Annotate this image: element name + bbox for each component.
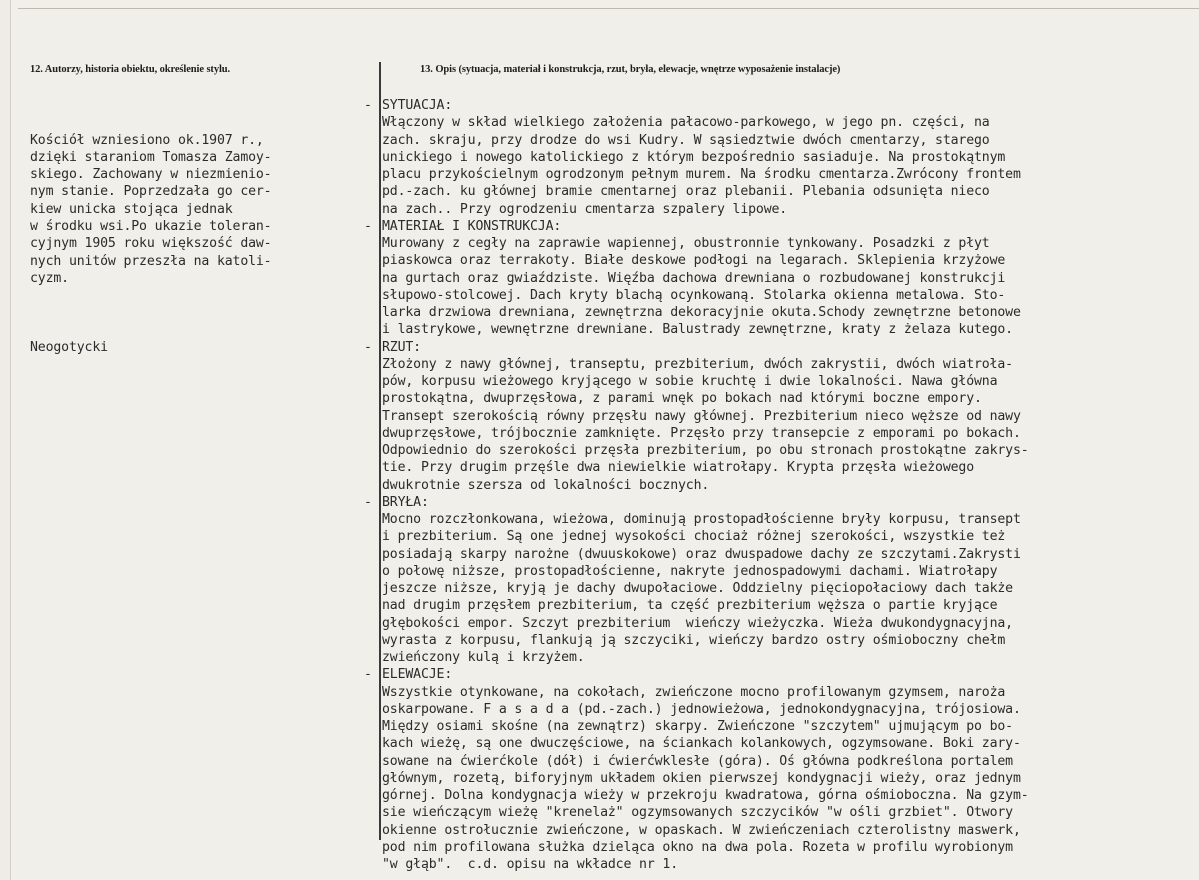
description-text: zwieńczony kulą i krzyżem. xyxy=(382,650,585,665)
description-text: okienne ostrołucznie zwieńczone, w opaskach. W zwieńczeniach czterolistny maswerk, xyxy=(382,822,1021,838)
description-text: pd.-zach. ku głównej bramie cmentarnej oraz plebanii. Plebania odsunięta nieco xyxy=(382,184,990,200)
description-line xyxy=(364,132,1199,149)
description-line xyxy=(364,822,1199,839)
description-text: głębokości empor. Szczyt prezbiterium wieńczy wieżyczka. Wieża dwukondygnacyjna, xyxy=(382,615,1013,631)
field-12-header: 12. Autorzy, historia obiektu, określenie stylu. xyxy=(30,64,231,75)
description-line xyxy=(364,649,1199,666)
description-line xyxy=(364,787,1199,804)
description-line xyxy=(364,856,1199,873)
description-text: dwukrotnie szersza od lokalności bocznych. xyxy=(382,477,710,493)
description-text: głównym, rozetą, biforyjnym układem okien pierwszej kondygnacji wieży, oraz jednym xyxy=(382,770,1021,786)
section-heading-line xyxy=(364,339,1199,356)
description-text: Złożony z nawy głównej, transeptu, prezbiterium, dwóch zakrystii, dwóch wiatroła- xyxy=(382,356,1013,372)
description-line xyxy=(364,356,1199,373)
field-13-header: 13. Opis (sytuacja, materiał i konstrukcja, rzut, bryła, elewacje, wnętrze wyposażenie instalacje) xyxy=(420,64,841,75)
history-line: nym stanie. Poprzedzała go cer- xyxy=(30,184,272,200)
description-line xyxy=(364,477,1199,494)
description-text: Włączony w skład wielkiego założenia pałacowo-parkowego, w jego pn. części, na xyxy=(382,115,990,131)
description-line xyxy=(364,287,1199,304)
history-text-block xyxy=(30,97,375,374)
section-heading-line xyxy=(364,97,1199,114)
section-dash: - xyxy=(364,667,372,683)
description-text: Mocno rozczłonkowana, wieżowa, dominują prostopadłościenne bryły korpusu, transept xyxy=(382,512,1021,527)
history-line: kiew unicka stojąca jednak xyxy=(30,201,233,217)
description-line xyxy=(364,632,1199,649)
description-text: kach wieżę, są one dwuczęściowe, na ściankach kolankowych, ogzymsowane. Boki zary- xyxy=(382,736,1021,752)
description-line xyxy=(364,270,1199,287)
description-line xyxy=(364,252,1199,269)
description-line xyxy=(364,563,1199,580)
description-text: o połowę niższe, prostopadłościenne, nakryte jednospadowymi dachami. Wiatrołapy xyxy=(382,563,998,579)
section-heading-line xyxy=(364,494,1199,511)
description-text: Wszystkie otynkowane, na cokołach, zwieńczone mocno profilowanym gzymsem, naroża xyxy=(382,684,1006,700)
description-line xyxy=(364,373,1199,390)
section-heading: ELEWACJE: xyxy=(382,667,453,683)
description-line xyxy=(364,166,1199,183)
description-text: larka drzwiowa drewniana, zewnętrzna dekoracyjnie okuta.Schody zewnętrzne betonowe xyxy=(382,305,1021,320)
description-text-block xyxy=(364,97,1199,873)
description-line xyxy=(364,201,1199,218)
description-text: placu przykościelnym ogrodzonym pełnym murem. Na środku cmentarza.Zwrócony frontem xyxy=(382,167,1021,182)
description-text: unickiego i nowego katolickiego z którym bezpośrednio sasiaduje. Na prostokątnym xyxy=(382,149,1006,165)
description-line xyxy=(364,718,1199,735)
section-heading-line xyxy=(364,666,1199,683)
description-text: na zach.. Przy ogrodzeniu cmentarza szpalery lipowe. xyxy=(382,201,788,217)
description-text: piaskowca oraz terrakoty. Białe deskowe podłogi na legarach. Sklepienia krzyżowe xyxy=(382,253,1006,269)
description-line xyxy=(364,321,1199,338)
description-line xyxy=(364,684,1199,701)
style-value: Neogotycki xyxy=(30,340,108,356)
section-heading: BRYŁA: xyxy=(382,494,429,510)
history-line: Kościół wzniesiono ok.1907 r., xyxy=(30,132,264,148)
description-line xyxy=(364,183,1199,200)
description-line xyxy=(364,511,1199,528)
description-line xyxy=(364,442,1199,459)
history-line: skiego. Zachowany w niezmienio- xyxy=(30,167,272,183)
description-text: sie wieńczącym wieżę "krenelaż" ogzymsowanych szczycików "w ośli grzbiet". Otwory xyxy=(382,805,1013,821)
description-text: Murowany z cegły na zaprawie wapiennej, obustronnie tynkowany. Posadzki z płyt xyxy=(382,236,990,251)
history-line: w środku wsi.Po ukazie toleran- xyxy=(30,219,272,235)
description-line xyxy=(364,597,1199,614)
section-dash: - xyxy=(364,494,372,510)
description-line xyxy=(364,408,1199,425)
description-line xyxy=(364,839,1199,856)
section-heading-line xyxy=(364,218,1199,235)
description-line xyxy=(364,304,1199,321)
description-text: wyrasta z korpusu, flankują ją szczyciki, wieńczy bardzo ostry ośmioboczny chełm xyxy=(382,632,1006,648)
description-line xyxy=(364,546,1199,563)
section-heading: SYTUACJA: xyxy=(382,98,453,113)
description-text: sowane na ćwierćkole (dół) i ćwierćwklesłe (góra). Oś główna podkreślona portalem xyxy=(382,753,1013,769)
description-line xyxy=(364,804,1199,821)
section-dash: - xyxy=(364,98,372,113)
description-text: i lastrykowe, wewnętrzne drewniane. Balustrady zewnętrzne, kraty z żelaza kutego. xyxy=(382,322,1013,338)
description-line xyxy=(364,149,1199,166)
description-text: nad drugim przęsłem prezbiterium, ta część prezbiterium węższa o partie kryjące xyxy=(382,598,998,614)
section-heading: RZUT: xyxy=(382,339,421,355)
description-text: Transept szerokością równy przęsłu nawy głównej. Prezbiterium nieco węższe od nawy xyxy=(382,408,1021,424)
description-text: Odpowiednio do szerokości przęsła prezbiterium, po obu stronach prostokątne zakrys- xyxy=(382,443,1029,458)
description-text: oskarpowane. F a s a d a (pd.-zach.) jednowieżowa, jednokondygnacyjna, trójosiowa. xyxy=(382,701,1021,717)
description-line xyxy=(364,425,1199,442)
description-text: "w głąb". c.d. opisu na wkładce nr 1. xyxy=(382,857,679,872)
description-line xyxy=(364,459,1199,476)
description-text: posiadają skarpy narożne (dwuuskokowe) oraz dwuspadowe dachy ze szczytami.Zakrysti xyxy=(382,546,1021,562)
description-line xyxy=(364,615,1199,632)
top-border-line xyxy=(18,8,1199,9)
history-lines xyxy=(30,132,375,288)
description-text: prostokątna, dwuprzęsłowa, z parami wnęk po bokach nad którymi boczne empory. xyxy=(382,391,982,407)
description-line xyxy=(364,701,1199,718)
description-text: zach. skraju, przy drodze do wsi Kudry. W sąsiedztwie dwóch cmentarzy, starego xyxy=(382,132,990,148)
history-line: cyjnym 1905 roku większość daw- xyxy=(30,236,272,252)
description-text: na gurtach oraz gwiaździste. Więźba dachowa drewniana o rozbudowanej konstrukcji xyxy=(382,270,1006,286)
description-text: jeszcze niższe, kryją je dachy dwupołaciowe. Oddzielny pięciopołaciowy dach także xyxy=(382,581,1013,596)
description-line xyxy=(364,735,1199,752)
section-dash: - xyxy=(364,218,372,234)
description-line xyxy=(364,390,1199,407)
description-line xyxy=(364,580,1199,597)
history-line: nych unitów przeszła na katoli- xyxy=(30,253,272,269)
section-heading: MATERIAŁ I KONSTRUKCJA: xyxy=(382,218,562,234)
history-line: cyzm. xyxy=(30,270,69,286)
description-line xyxy=(364,770,1199,787)
description-line xyxy=(364,114,1199,131)
description-text: słupowo-stolcowej. Dach kryty blachą ocynkowaną. Stolarka okienna metalowa. Sto- xyxy=(382,287,1006,303)
description-text: pod nim profilowana służka dzieląca okno na dwa pola. Rozeta w profilu wyrobionym xyxy=(382,839,1013,855)
description-line xyxy=(364,235,1199,252)
description-text: i prezbiterium. Są one jednej wysokości chociaż różnej szerokości, wszystkie też xyxy=(382,529,1006,545)
description-text: górnej. Dolna kondygnacja wieży w przekroju kwadratowa, górna ośmioboczna. Na gzym- xyxy=(382,788,1029,803)
section-dash: - xyxy=(364,339,372,355)
description-text: dwuprzęsłowe, trójbocznie zamknięte. Przęsło przy transepcie z emporami po bokach. xyxy=(382,425,1021,441)
history-line: dzięki staraniom Tomasza Zamoy- xyxy=(30,149,272,165)
description-line xyxy=(364,528,1199,545)
description-text: Między osiami skośne (na zewnątrz) skarpy. Zwieńczone "szczytem" ujmującym po bo- xyxy=(382,719,1013,734)
description-line xyxy=(364,753,1199,770)
description-text: tie. Przy drugim przęśle dwa niewielkie wiatrołapy. Krypta przęsła wieżowego xyxy=(382,460,975,476)
description-text: pów, korpusu wieżowego kryjącego w sobie kruchtę i dwie lokalności. Nawa główna xyxy=(382,374,998,389)
